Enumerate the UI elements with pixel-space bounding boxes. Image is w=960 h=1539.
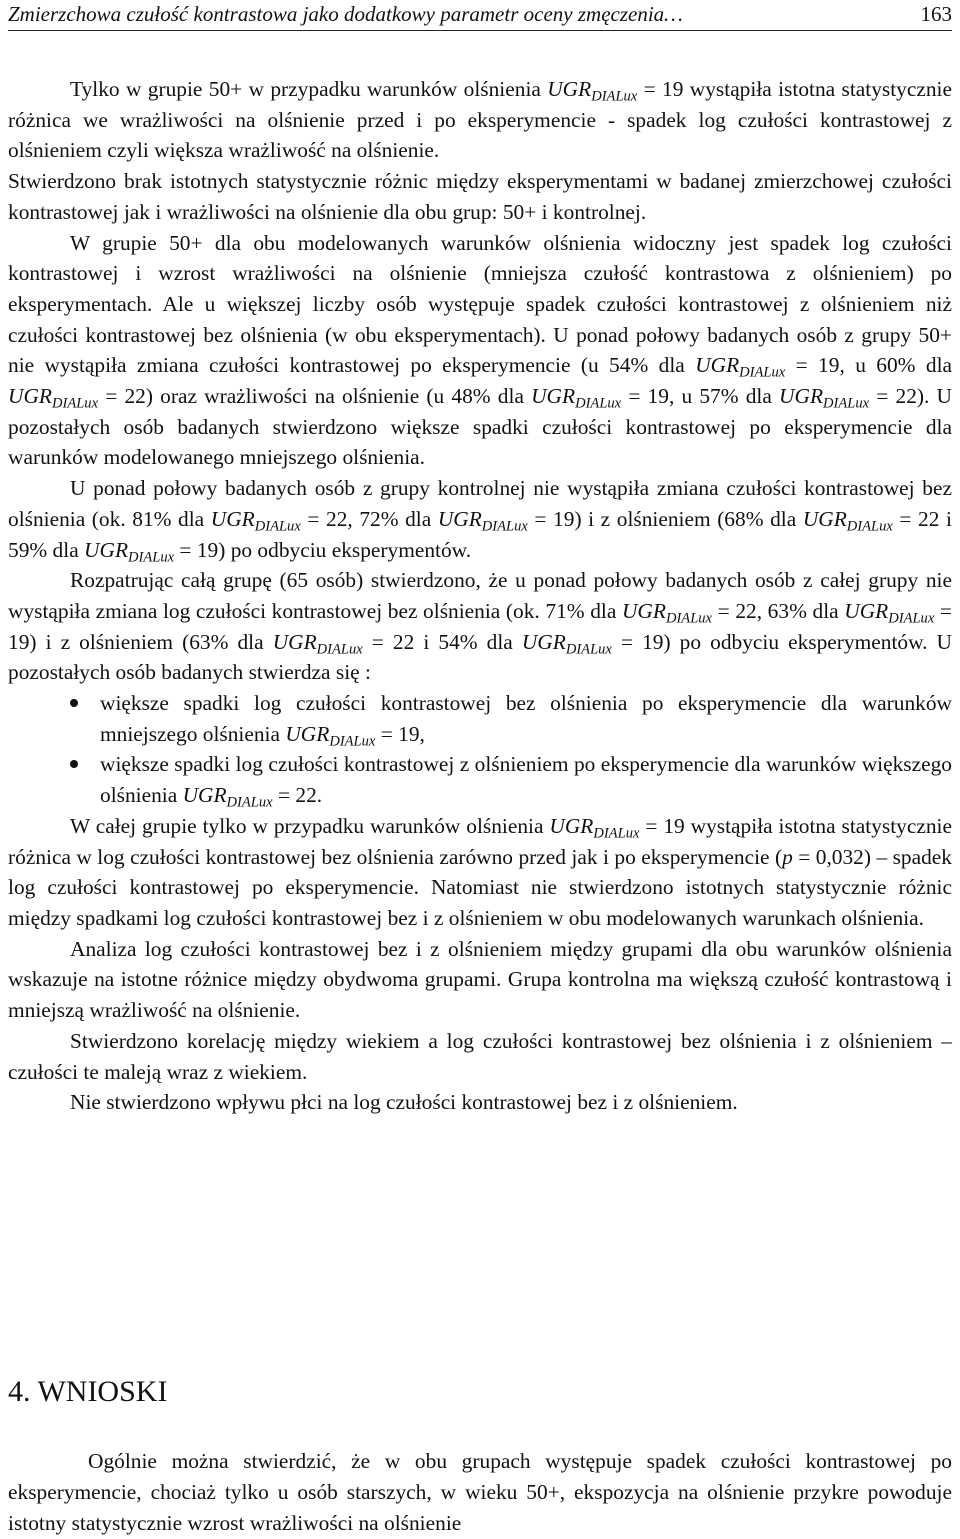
paragraph-6: W całej grupie tylko w przypadku warunków olśnienia $UGR_{DIALux} = 19$ wystąpiła istotna statystycznie różnica w log czułości kontrastowej bez olśnienia zarówno przed jak i po eksperymencie (p = 0,032) – spadek log czułości kontrastowej po eksperymencie. Natomiast nie stwierdzono istotnych statystycznie różnic między spadkami log czułości kontrastowej bez i z olśnieniem w obu modelowanych warunkach olśnienia. bbox=[8, 813, 952, 930]
list-item: większe spadki log czułości kontrastowej z olśnieniem po eksperymencie dla warunków większego olśnienia $UGR_{DIALux} = 22$. bbox=[8, 749, 952, 810]
paragraph-3: W grupie 50+ dla obu modelowanych warunków olśnienia widoczny jest spadek log czułości kontrastowej i wzrost wrażliwości na olśnienie (mniejsza czułość kontrastowa z olśnieniem) po eksperymentach. Ale u większej liczby osób występuje spadek czułości kontrastowej z olśnieniem niż czułości kontrastowej bez olśnienia (w obu eksperymentach). U ponad połowy badanych osób z grupy 50+ nie wystąpiła zmiana czułości kontrastowej po eksperymencie (u 54% dla $UGR_{DIALux} = 19$, u 60% dla $UGR_{DIALux} = 22$) oraz wrażliwości na olśnienie (u 48% dla $UGR_{DIALux} = 19$, u 57% dla $UGR_{DIALux} = 22$). U pozostałych osób badanych stwierdzono większe spadki czułości kontrastowej po eksperymencie dla warunków modelowanego mniejszego olśnienia. bbox=[8, 230, 953, 470]
ugr-symbol: $UGR_{DIALux}$ bbox=[182, 783, 273, 811]
ugr-symbol: $UGR_{DIALux}$ bbox=[695, 353, 786, 381]
ugr-symbol: $UGR_{DIALux}$ bbox=[437, 506, 528, 535]
ugr-symbol: $UGR_{DIALux}$ bbox=[531, 384, 622, 412]
ugr-symbol: $UGR_{DIALux}$ bbox=[802, 506, 893, 535]
list-item: większe spadki log czułości kontrastowej bez olśnienia po eksperymencie dla warunków mniejszego olśnienia $UGR_{DIALux} = 19$, bbox=[8, 688, 952, 749]
ugr-symbol: $UGR_{DIALux}$ bbox=[549, 813, 640, 842]
ugr-symbol: $UGR_{DIALux}$ bbox=[547, 77, 638, 105]
paragraph-1: Tylko w grupie 50+ w przypadku warunków olśnienia $UGR_{DIALux} = 19$ wystąpiła istotna statystycznie różnica we wrażliwości na olśnienie przed i po eksperymencie - spadek log czułości kontrastowej z olśnieniem czyli większa wrażliwość na olśnienie. bbox=[8, 77, 952, 163]
paragraph-7: Analiza log czułości kontrastowej bez i z olśnieniem między grupami dla obu warunków olśnienia wskazuje na istotne różnice między obydwoma grupami. Grupa kontrolna ma większą czułość kontrastową i mniejszą wrażliwość na olśnienie. bbox=[8, 936, 952, 1023]
header-title: Zmierzchowa czułość kontrastowa jako dodatkowy parametr oceny zmęczenia… bbox=[8, 2, 683, 26]
section-heading: 4. WNIOSKI bbox=[8, 1375, 168, 1408]
ugr-symbol: $UGR_{DIALux}$ bbox=[779, 384, 870, 412]
conclusion-paragraph: Ogólnie można stwierdzić, że w obu grupach występuje spadek czułości kontrastowej po eksperymencie, chociaż tylko u osób starszych, w wieku 50+, ekspozycja na olśnienie przykre powoduje istotny statystycznie wzrost wrażliwości na olśnienie bbox=[8, 1449, 952, 1535]
body-text bbox=[8, 74, 952, 1118]
bullet-icon bbox=[70, 760, 78, 768]
ugr-symbol: $UGR_{DIALux}$ bbox=[84, 537, 175, 565]
ugr-symbol: $UGR_{DIALux}$ bbox=[844, 598, 935, 627]
p-value-symbol: p bbox=[782, 844, 793, 869]
paragraph-8: Stwierdzono korelację między wiekiem a log czułości kontrastowej bez olśnienia i z olśnieniem – czułości te maleją wraz z wiekiem. bbox=[8, 1028, 952, 1084]
bullet-icon bbox=[70, 699, 78, 707]
page-number: 163 bbox=[920, 2, 952, 26]
ugr-symbol: $UGR_{DIALux}$ bbox=[621, 598, 713, 627]
ugr-symbol: $UGR_{DIALux}$ bbox=[272, 629, 363, 658]
ugr-symbol: $UGR_{DIALux}$ bbox=[521, 629, 612, 658]
paragraph-2: Stwierdzono brak istotnych statystycznie różnic między eksperymentami w badanej zmierzchowej czułości kontrastowej jak i wrażliwości na olśnienie dla obu grup: 50+ i kontrolnej. bbox=[8, 169, 952, 224]
bullet-list bbox=[8, 688, 952, 811]
paragraph-9: Nie stwierdzono wpływu płci na log czułości kontrastowej bez i z olśnieniem. bbox=[70, 1090, 738, 1115]
ugr-symbol: $UGR_{DIALux}$ bbox=[210, 506, 301, 535]
paragraph-4: U ponad połowy badanych osób z grupy kontrolnej nie wystąpiła zmiana czułości kontrastowej bez olśnienia (ok. 81% dla $UGR_{DIALux} = 22$, 72% dla $UGR_{DIALux} = 19$) i z olśnieniem (68% dla $UGR_{DIALux} = 22$ i 59% dla $UGR_{DIALux} = 19$) po odbyciu eksperymentów. bbox=[8, 476, 952, 565]
conclusion-text bbox=[8, 1446, 952, 1539]
ugr-symbol: $UGR_{DIALux}$ bbox=[285, 721, 376, 750]
running-header bbox=[8, 0, 952, 31]
paragraph-5: Rozpatrując całą grupę (65 osób) stwierdzono, że u ponad połowy badanych osób z całej grupy nie wystąpiła zmiana log czułości kontrastowej bez olśnienia (ok. 71% dla $UGR_{DIALux} = 22$, 63% dla $UGR_{DIALux} = 19$) i z olśnieniem (63% dla $UGR_{DIALux} = 22$ i 54% dla $UGR_{DIALux} = 19$) po odbyciu eksperymentów. U pozostałych osób badanych stwierdza się : bbox=[8, 568, 953, 685]
ugr-symbol: $UGR_{DIALux}$ bbox=[8, 384, 99, 412]
